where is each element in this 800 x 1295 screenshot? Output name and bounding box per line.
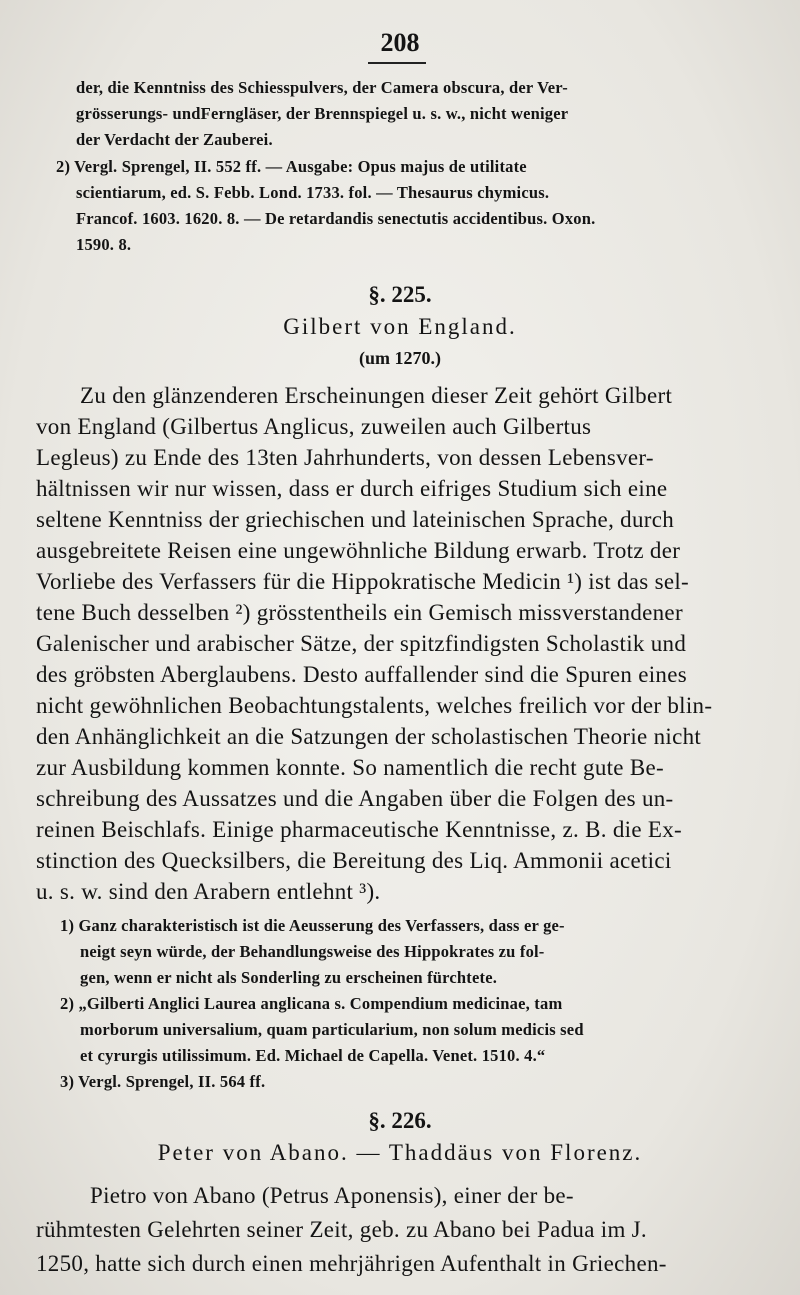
footnote-line: 1590. 8. (76, 235, 132, 254)
footnote-line: et cyrurgis utilissimum. Ed. Michael de Capella. Venet. 1510. 4.“ (80, 1046, 546, 1065)
body-line: nicht gewöhnlichen Beobachtungstalents, welches freilich vor der blin- (36, 693, 713, 718)
body-line: den Anhänglichkeit an die Satzungen der scholastischen Theorie nicht (36, 724, 702, 749)
footnote-line: neigt seyn würde, der Behandlungsweise des Hippokrates zu fol- (80, 942, 545, 961)
body-line: Pietro von Abano (Petrus Aponensis), einer der be- (90, 1183, 574, 1208)
body-line: von England (Gilbertus Anglicus, zuweilen auch Gilbertus (36, 414, 592, 439)
body-line: schreibung des Aussatzes und die Angaben über die Folgen des un- (36, 786, 674, 811)
header-rule (368, 62, 426, 64)
section-title: Gilbert von England. (283, 314, 517, 339)
body-line: u. s. w. sind den Arabern entlehnt ³). (36, 879, 381, 904)
body-line: Legleus) zu Ende des 13ten Jahrhunderts, von dessen Lebensver- (36, 445, 654, 470)
page-number: 208 (380, 28, 420, 57)
body-line: stinction des Quecksilbers, die Bereitung des Liq. Ammonii acetici (36, 848, 672, 873)
body-line: rühmtesten Gelehrten seiner Zeit, geb. zu Abano bei Padua im J. (36, 1217, 647, 1242)
section-subtitle: (um 1270.) (359, 348, 441, 368)
footnote-line: 2) Vergl. Sprengel, II. 552 ff. — Ausgabe: Opus majus de utilitate (56, 157, 527, 176)
body-line: reinen Beischlafs. Einige pharmaceutische Kenntnisse, z. B. die Ex- (36, 817, 683, 842)
footnote-line: Francof. 1603. 1620. 8. — De retardandis senectutis accidentibus. Oxon. (76, 209, 596, 228)
section-title: Peter von Abano. — Thaddäus von Florenz. (157, 1140, 643, 1165)
body-line: Vorliebe des Verfassers für die Hippokratische Medicin ¹) ist das sel- (36, 569, 689, 594)
body-line: seltene Kenntniss der griechischen und lateinischen Sprache, durch (36, 507, 675, 532)
body-line: Galenischer und arabischer Sätze, der spitzfindigsten Scholastik und (36, 631, 687, 656)
section-number: §. 226. (368, 1108, 432, 1133)
footnote-line: grösserungs- undFerngläser, der Brennspiegel u. s. w., nicht weniger (76, 104, 569, 123)
body-line: hältnissen wir nur wissen, dass er durch eifriges Studium sich eine (36, 476, 668, 501)
footnote-line: der Verdacht der Zauberei. (76, 130, 273, 149)
body-line: zur Ausbildung kommen konnte. So namentlich die recht gute Be- (36, 755, 664, 780)
footnote-line: scientiarum, ed. S. Febb. Lond. 1733. fol. — Thesaurus chymicus. (76, 183, 550, 202)
body-line: tene Buch desselben ²) grösstentheils ein Gemisch missverstandener (36, 600, 683, 625)
body-line: Zu den glänzenderen Erscheinungen dieser Zeit gehört Gilbert (80, 383, 673, 408)
section-number: §. 225. (368, 282, 432, 307)
footnote-line: morborum universalium, quam particularium, non solum medicis sed (80, 1020, 584, 1039)
body-line: 1250, hatte sich durch einen mehrjährigen Aufenthalt in Griechen- (36, 1251, 667, 1276)
footnote-line: 3) Vergl. Sprengel, II. 564 ff. (60, 1072, 266, 1091)
footnote-line: der, die Kenntniss des Schiesspulvers, der Camera obscura, der Ver- (76, 78, 568, 97)
body-line: des gröbsten Aberglaubens. Desto auffallender sind die Spuren eines (36, 662, 687, 687)
footnote-line: gen, wenn er nicht als Sonderling zu erscheinen fürchtete. (80, 968, 498, 987)
footnote-line: 2) „Gilberti Anglici Laurea anglicana s. Compendium medicinae, tam (60, 994, 563, 1013)
footnote-line: 1) Ganz charakteristisch ist die Aeusserung des Verfassers, dass er ge- (60, 916, 565, 935)
body-line: ausgebreitete Reisen eine ungewöhnliche Bildung erwarb. Trotz der (36, 538, 681, 563)
